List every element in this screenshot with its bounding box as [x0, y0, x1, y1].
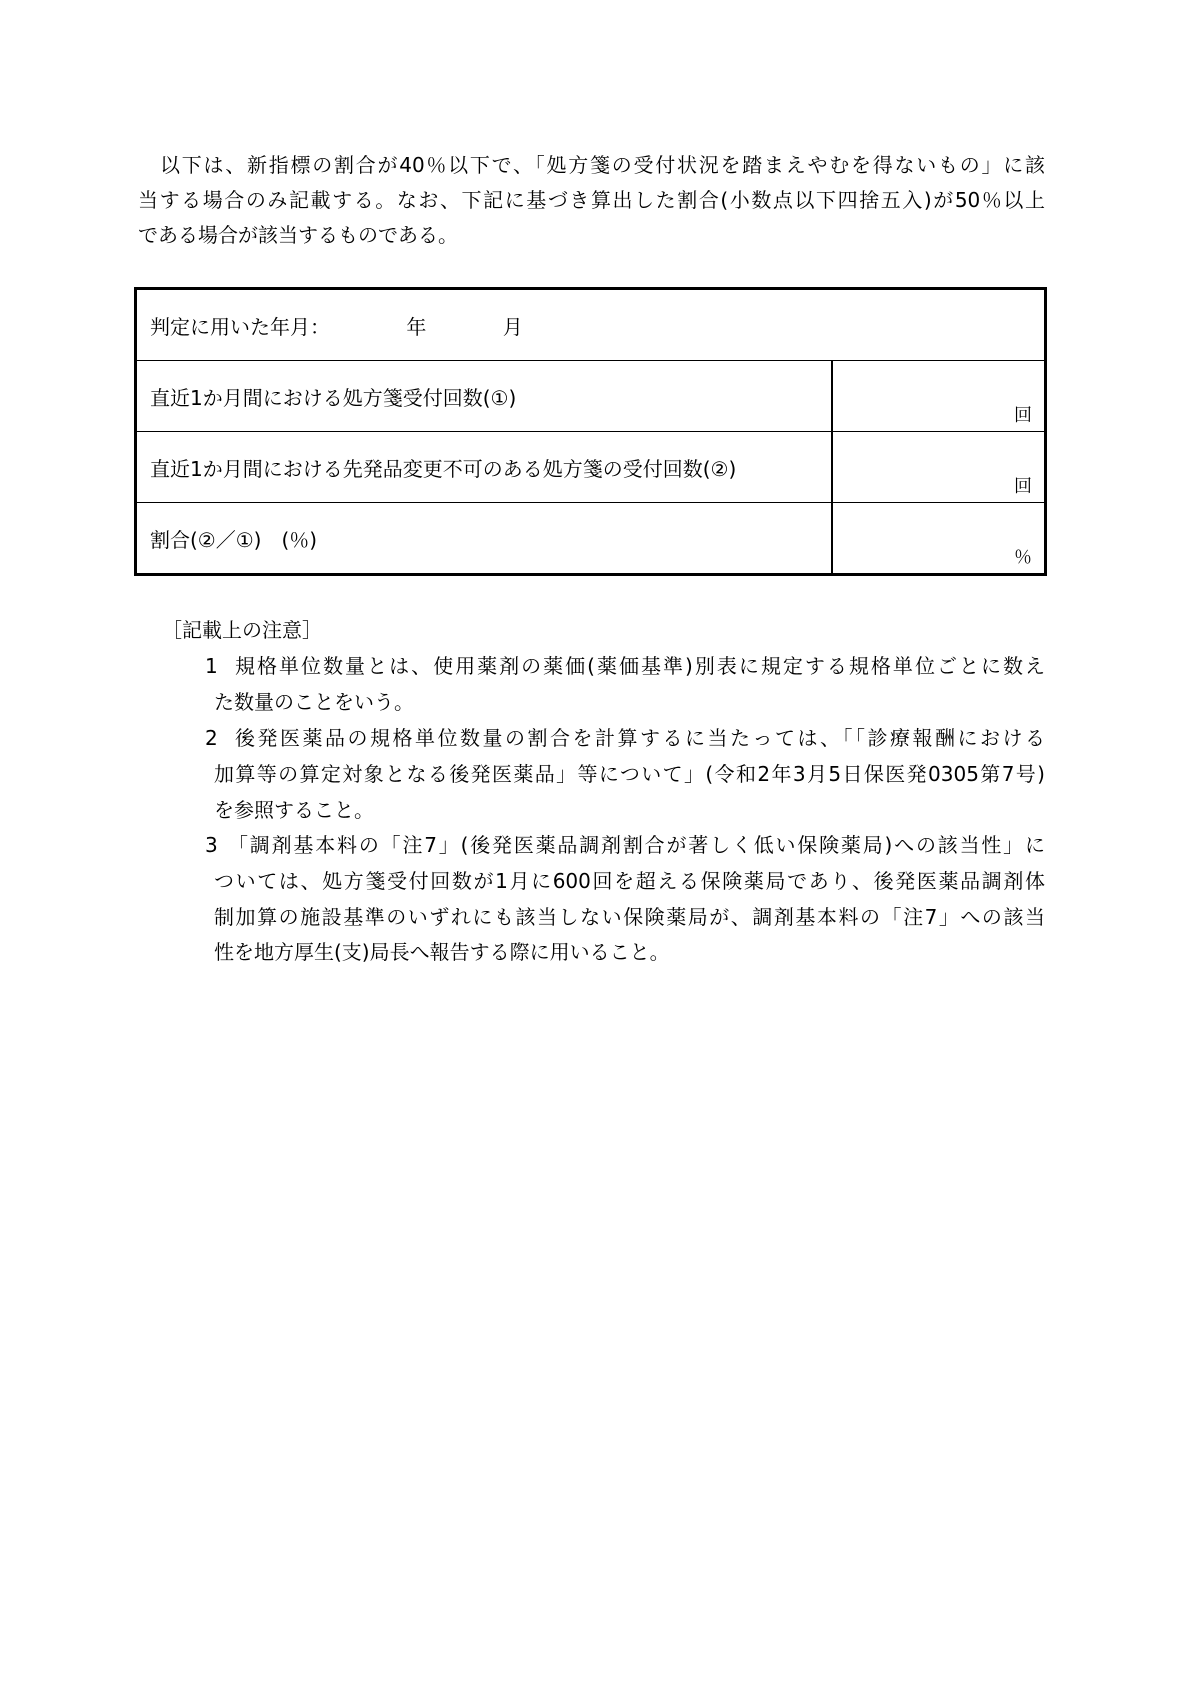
notes-heading: ［記載上の注意］	[162, 618, 322, 642]
count-table	[134, 287, 1047, 576]
note-line: ついては、処方箋受付回数が1月に600回を超える保険薬局であり、後発医薬品調剤体	[214, 869, 1045, 893]
intro-line: である場合が該当するものである。	[138, 223, 458, 247]
unit-label: 回	[1014, 405, 1032, 426]
note-line: 制加算の施設基準のいずれにも該当しない保険薬局が、調剤基本料の「注7」への該当	[214, 905, 1045, 929]
row-label: 直近1か月間における先発品変更不可のある処方箋の受付回数(②)	[136, 432, 833, 503]
note-line: 加算等の算定対象となる後発医薬品」等について」(令和2年3月5日保医発0305第7号)	[214, 762, 1045, 786]
intro-line: 以下は、新指標の割合が40％以下で、「処方箋の受付状況を踏まえやむを得ないもの」に該	[160, 153, 1045, 177]
table-row	[136, 432, 1046, 503]
date-label: 判定に用いた年月：	[150, 314, 330, 339]
note-line: た数量のことをいう。	[214, 690, 414, 714]
table-row	[136, 503, 1046, 575]
note-number: 3	[205, 833, 218, 857]
intro-line: 当する場合のみ記載する。なお、下記に基づき算出した割合(小数点以下四捨五入)が50％以上	[138, 188, 1045, 212]
value-cell[interactable]	[832, 361, 1046, 432]
table-row	[136, 289, 1046, 361]
note-line: を参照すること。	[214, 798, 374, 822]
row-label: 直近1か月間における処方箋受付回数(①)	[136, 361, 833, 432]
value-cell[interactable]	[832, 432, 1046, 503]
date-cell	[136, 289, 1046, 361]
note-line: 規格単位数量とは、使用薬剤の薬価(薬価基準)別表に規定する規格単位ごとに数え	[235, 654, 1045, 678]
year-label: 年	[406, 314, 427, 339]
note-line: 後発医薬品の規格単位数量の割合を計算するに当たっては、「「診療報酬における	[235, 726, 1045, 750]
note-line: 性を地方厚生(支)局長へ報告する際に用いること。	[214, 940, 670, 964]
month-label: 月	[502, 314, 523, 339]
note-number: 1	[205, 654, 218, 678]
unit-label: ％	[1014, 547, 1032, 568]
note-number: 2	[205, 726, 218, 750]
row-label: 割合(②／①) (％)	[136, 503, 833, 575]
unit-label: 回	[1014, 476, 1032, 497]
note-line: 「調剤基本料の「注7」(後発医薬品調剤割合が著しく低い保険薬局)への該当性」に	[228, 833, 1045, 857]
table-row	[136, 361, 1046, 432]
value-cell[interactable]	[832, 503, 1046, 575]
